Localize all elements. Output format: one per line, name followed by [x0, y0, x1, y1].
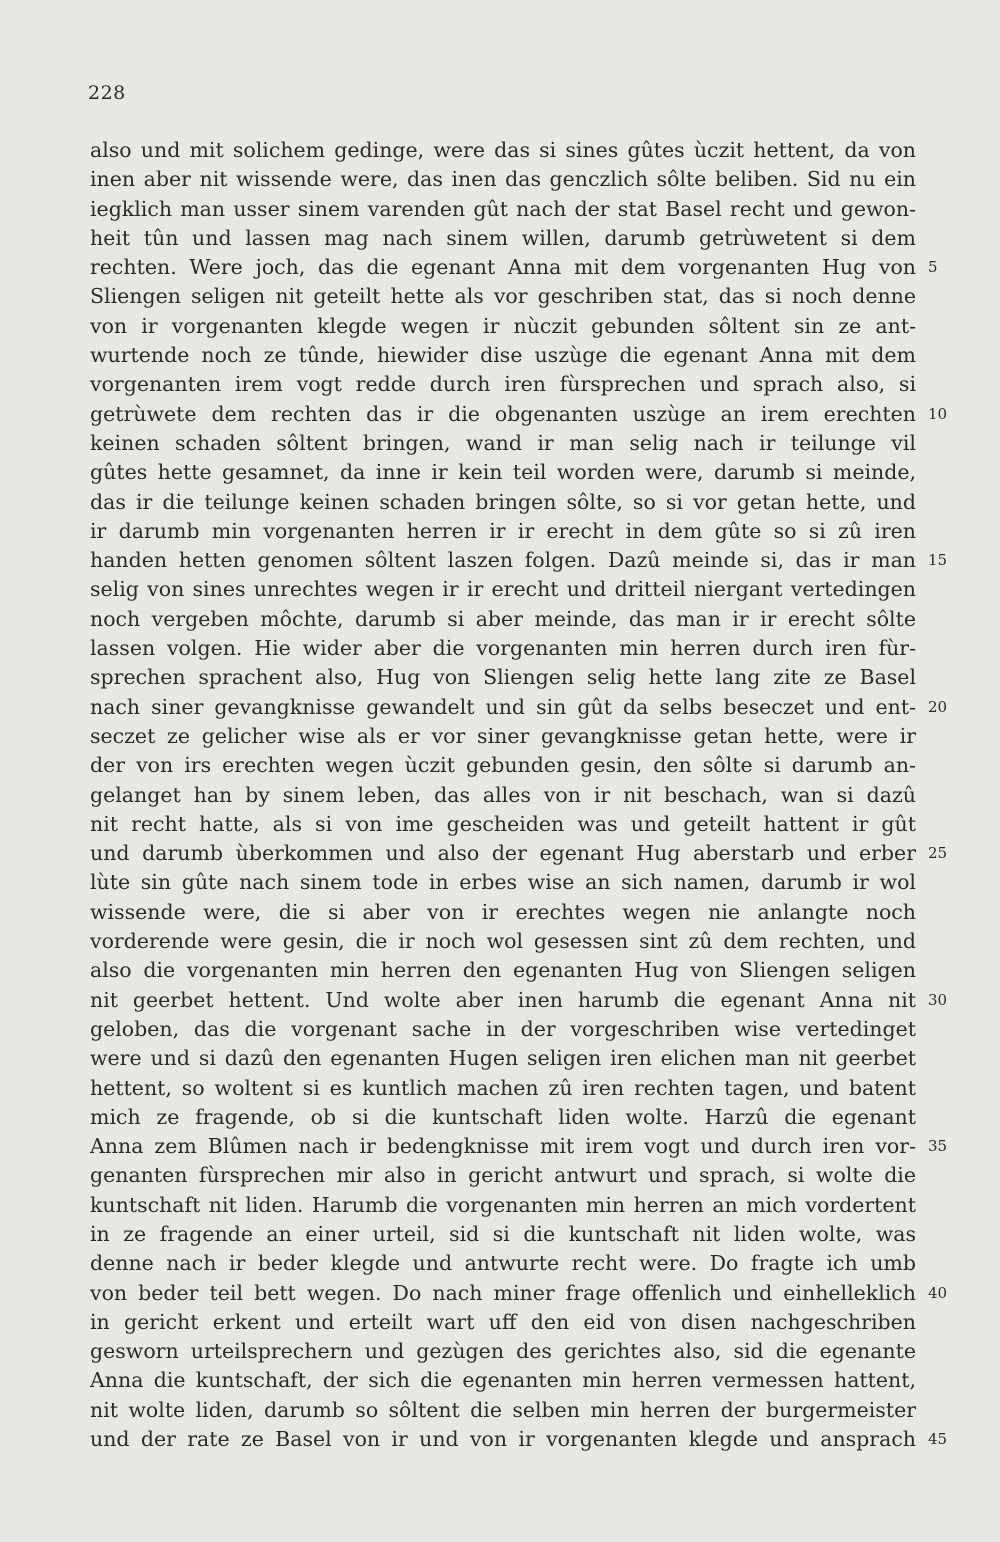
line-text: geloben, das die vorgenant sache in der vorgeschriben wise vertedinget [90, 1016, 916, 1041]
text-line [90, 312, 916, 341]
text-line [90, 781, 916, 810]
line-text: gûtes hette gesamnet, da inne ir kein teil worden were, darumb si meinde, [90, 460, 916, 485]
line-text: hettent, so woltent si es kuntlich machen zû iren rechten tagen, und batent [90, 1075, 916, 1100]
text-line [90, 488, 916, 517]
line-text: lùte sin gûte nach sinem tode in erbes wise an sich namen, darumb ir wol [90, 870, 916, 895]
line-text: wissende were, die si aber von ir erechtes wegen nie anlangte noch [90, 899, 916, 924]
line-number: 35 [928, 1137, 948, 1156]
text-line [90, 517, 916, 546]
line-text: inen aber nit wissende were, das inen das genczlich sôlte beliben. Sid nu ein [90, 167, 916, 192]
line-number: 15 [928, 551, 948, 570]
text-line [90, 1044, 916, 1073]
text-line [90, 1074, 916, 1103]
text-line [90, 575, 916, 604]
text-line [90, 839, 948, 868]
line-text: und darumb ùberkommen und also der egenant Hug aberstarb und erber [90, 841, 916, 866]
line-text: in gericht erkent und erteilt wart uff den eid von disen nachgeschriben [90, 1309, 916, 1334]
text-line [90, 165, 916, 194]
line-text: Anna zem Blûmen nach ir bedengknisse mit irem vogt und durch iren vor- [90, 1134, 916, 1159]
line-text: gesworn urteilsprechern und gezùgen des gerichtes also, sid die egenante [90, 1339, 916, 1364]
line-text: also und mit solichem gedinge, were das si sines gûtes ùczit hettent, da von [90, 138, 916, 162]
line-text: sprechen sprachent also, Hug von Sliengen selig hette lang zite ze Basel [90, 665, 916, 690]
body-text [90, 136, 948, 1454]
text-line [90, 693, 948, 722]
text-line [90, 224, 916, 253]
line-text: von beder teil bett wegen. Do nach miner frage offenlich und einhelleklich [90, 1280, 916, 1305]
line-text: rechten. Were joch, das die egenant Anna mit dem vorgenanten Hug von [90, 255, 916, 280]
text-line [90, 1015, 916, 1044]
text-line [90, 751, 916, 780]
line-text: heit tûn und lassen mag nach sinem willen, darumb getrùwetent si dem [90, 225, 916, 250]
line-text: also die vorgenanten min herren den egenanten Hug von Sliengen seligen [90, 958, 916, 983]
text-line [90, 1337, 916, 1366]
text-line [90, 1132, 948, 1161]
line-text: nit recht hatte, als si von ime gescheiden was und geteilt hattent ir gût [90, 811, 916, 836]
text-line [90, 810, 916, 839]
line-number: 40 [928, 1283, 948, 1302]
line-text: keinen schaden sôltent bringen, wand ir man selig nach ir teilunge vil [90, 430, 916, 455]
line-text: das ir die teilunge keinen schaden bringen sôlte, so si vor getan hette, und [90, 489, 916, 514]
text-line [90, 1425, 948, 1454]
line-text: der von irs erechten wegen ùczit gebunden gesin, den sôlte si darumb an- [90, 753, 916, 778]
text-line [90, 1396, 916, 1425]
line-text: genanten fùrsprechen mir also in gericht antwurt und sprach, si wolte die [90, 1163, 916, 1188]
line-number: 10 [928, 404, 948, 423]
line-text: nach siner gevangknisse gewandelt und sin gût da selbs beseczet und ent- [90, 694, 916, 719]
text-line [90, 634, 916, 663]
line-text: handen hetten genomen sôltent laszen folgen. Dazû meinde si, das ir man [90, 548, 916, 573]
text-line [90, 986, 948, 1015]
line-text: von ir vorgenanten klegde wegen ir nùczit gebunden sôltent sin ze ant- [90, 313, 916, 338]
line-text: vorderende were gesin, die ir noch wol gesessen sint zû dem rechten, und [90, 929, 916, 954]
line-text: in ze fragende an einer urteil, sid si die kuntschaft nit liden wolte, was [90, 1221, 916, 1246]
line-number: 5 [928, 258, 938, 277]
text-line [90, 1191, 916, 1220]
text-line [90, 1161, 916, 1190]
text-line [90, 429, 916, 458]
line-text: nit geerbet hettent. Und wolte aber inen harumb die egenant Anna nit [90, 987, 916, 1012]
text-line [90, 195, 916, 224]
text-line [90, 136, 916, 165]
text-line [90, 341, 916, 370]
text-line [90, 605, 916, 634]
line-text: noch vergeben môchte, darumb si aber meinde, das man ir ir erecht sôlte [90, 606, 916, 631]
text-line [90, 927, 916, 956]
text-line [90, 663, 916, 692]
page-number: 228 [88, 82, 126, 104]
line-text: kuntschaft nit liden. Harumb die vorgenanten min herren an mich vordertent [90, 1192, 916, 1217]
text-line [90, 1249, 916, 1278]
line-text: wurtende noch ze tûnde, hiewider dise uszùge die egenant Anna mit dem [90, 343, 916, 368]
text-line [90, 898, 916, 927]
text-line [90, 1220, 916, 1249]
line-text: iegklich man usser sinem varenden gût nach der stat Basel recht und gewon- [90, 196, 916, 221]
text-line [90, 868, 916, 897]
line-text: nit wolte liden, darumb so sôltent die selben min herren der burgermeister [90, 1397, 916, 1422]
line-number: 25 [928, 844, 948, 863]
line-text: getrùwete dem rechten das ir die obgenanten uszùge an irem erechten [90, 401, 916, 426]
line-text: seczet ze gelicher wise als er vor siner gevangknisse getan hette, were ir [90, 723, 916, 748]
text-line [90, 722, 916, 751]
line-text: vorgenanten irem vogt redde durch iren fùrsprechen und sprach also, si [90, 372, 916, 397]
line-text: were und si dazû den egenanten Hugen seligen iren elichen man nit geerbet [90, 1046, 916, 1071]
line-text: denne nach ir beder klegde und antwurte recht were. Do fragte ich umb [90, 1251, 916, 1276]
text-line [90, 253, 938, 282]
line-number: 30 [928, 990, 948, 1009]
line-text: Anna die kuntschaft, der sich die egenanten min herren vermessen hattent, [90, 1368, 916, 1393]
line-text: mich ze fragende, ob si die kuntschaft liden wolte. Harzû die egenant [90, 1104, 916, 1129]
line-text: gelanget han by sinem leben, das alles von ir nit beschach, wan si dazû [90, 782, 916, 807]
text-line [90, 1103, 916, 1132]
line-text: selig von sines unrechtes wegen ir ir erecht und dritteil niergant vertedingen [90, 577, 916, 602]
text-line [90, 956, 916, 985]
text-line [90, 1279, 948, 1308]
line-text: lassen volgen. Hie wider aber die vorgenanten min herren durch iren fùr- [90, 636, 916, 661]
text-line [90, 1366, 916, 1395]
line-number: 45 [928, 1430, 948, 1449]
text-line [90, 546, 948, 575]
text-line [90, 400, 948, 429]
line-text: und der rate ze Basel von ir und von ir vorgenanten klegde und ansprach [90, 1427, 916, 1452]
text-line [90, 458, 916, 487]
text-line [90, 370, 916, 399]
text-line [90, 1308, 916, 1337]
line-number: 20 [928, 697, 948, 716]
line-text: Sliengen seligen nit geteilt hette als vor geschriben stat, das si noch denne [90, 284, 916, 309]
line-text: ir darumb min vorgenanten herren ir ir erecht in dem gûte so si zû iren [90, 518, 916, 543]
text-line [90, 282, 916, 311]
